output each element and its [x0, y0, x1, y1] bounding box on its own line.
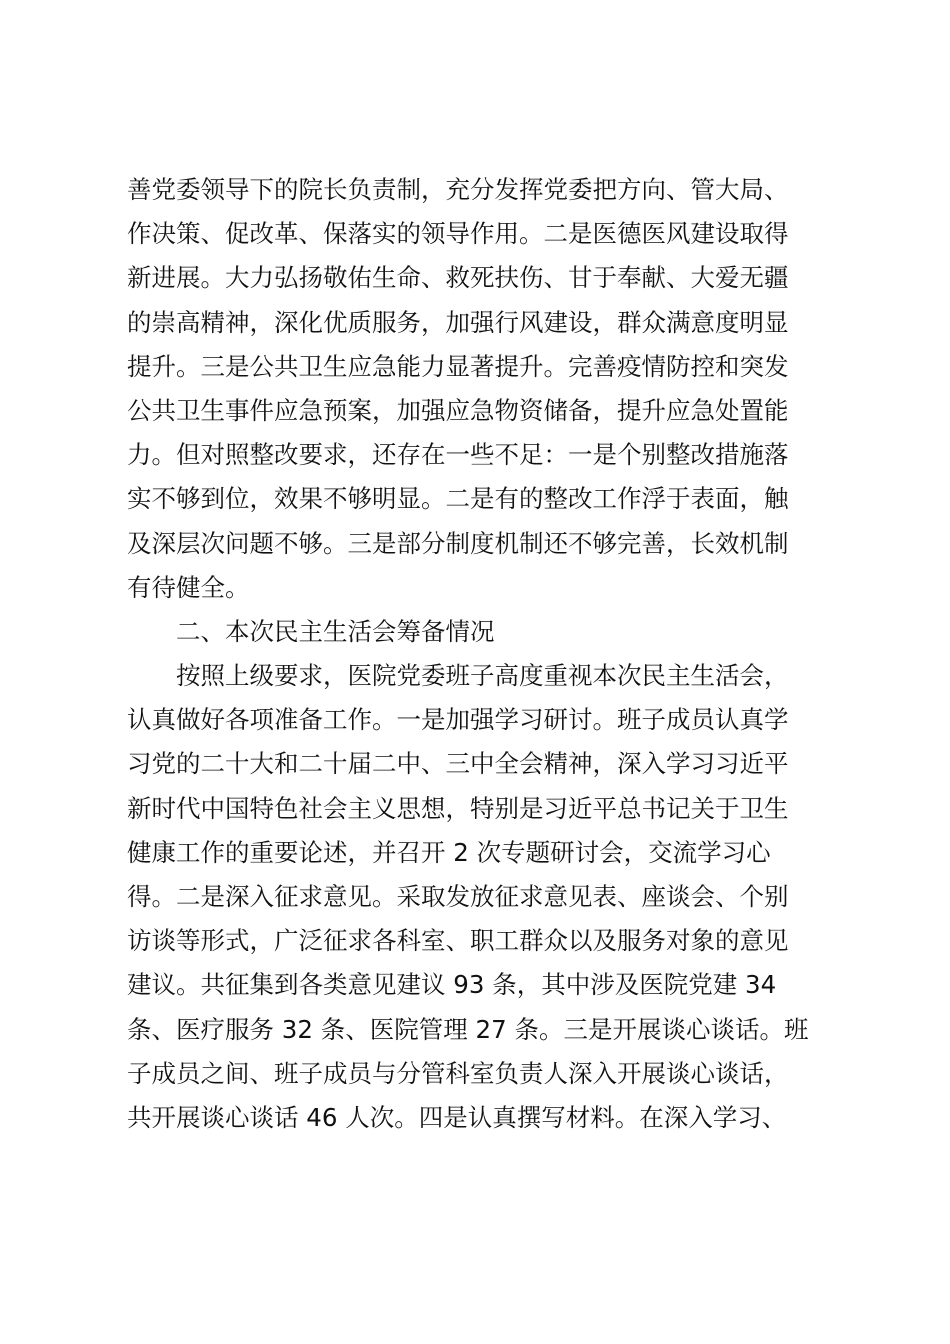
section-heading: 二、本次民主生活会筹备情况 — [176, 616, 495, 646]
paragraph-line: 建议。共征集到各类意见建议 93 条，其中涉及医院党建 34 — [127, 970, 777, 1000]
paragraph-line: 条、医疗服务 32 条、医院管理 27 条。三是开展谈心谈话。班 — [127, 1014, 809, 1044]
paragraph-line: 及深层次问题不够。三是部分制度机制还不够完善，长效机制 — [127, 528, 789, 558]
paragraph-line: 公共卫生事件应急预案，加强应急物资储备，提升应急处置能 — [127, 395, 789, 425]
paragraph-line: 按照上级要求，医院党委班子高度重视本次民主生活会， — [176, 661, 789, 691]
paragraph-line: 认真做好各项准备工作。一是加强学习研讨。班子成员认真学 — [127, 705, 789, 735]
paragraph-line: 提升。三是公共卫生应急能力显著提升。完善疫情防控和突发 — [127, 351, 789, 381]
paragraph-line: 新时代中国特色社会主义思想，特别是习近平总书记关于卫生 — [127, 793, 789, 823]
document-body — [127, 168, 827, 1140]
paragraph-line: 得。二是深入征求意见。采取发放征求意见表、座谈会、个别 — [127, 882, 789, 911]
paragraph-line: 访谈等形式，广泛征求各科室、职工群众以及服务对象的意见 — [127, 926, 789, 956]
paragraph-line: 的崇高精神，深化优质服务，加强行风建设，群众满意度明显 — [127, 307, 789, 337]
paragraph-line: 力。但对照整改要求，还存在一些不足：一是个别整改措施落 — [127, 440, 789, 470]
paragraph-line: 新进展。大力弘扬敬佑生命、救死扶伤、甘于奉献、大爱无疆 — [127, 263, 789, 293]
paragraph-line: 作决策、促改革、保落实的领导作用。二是医德医风建设取得 — [127, 219, 789, 249]
paragraph-line: 子成员之间、班子成员与分管科室负责人深入开展谈心谈话， — [127, 1058, 789, 1088]
paragraph-line: 共开展谈心谈话 46 人次。四是认真撰写材料。在深入学习、 — [127, 1102, 787, 1132]
paragraph-line: 习党的二十大和二十届二中、三中全会精神，深入学习习近平 — [127, 749, 789, 779]
paragraph-line: 健康工作的重要论述，并召开 2 次专题研讨会，交流学习心 — [127, 837, 771, 867]
paragraph-line: 实不够到位，效果不够明显。二是有的整改工作浮于表面，触 — [127, 484, 789, 514]
paragraph-line: 善党委领导下的院长负责制，充分发挥党委把方向、管大局、 — [127, 175, 789, 204]
paragraph-line: 有待健全。 — [127, 572, 250, 602]
